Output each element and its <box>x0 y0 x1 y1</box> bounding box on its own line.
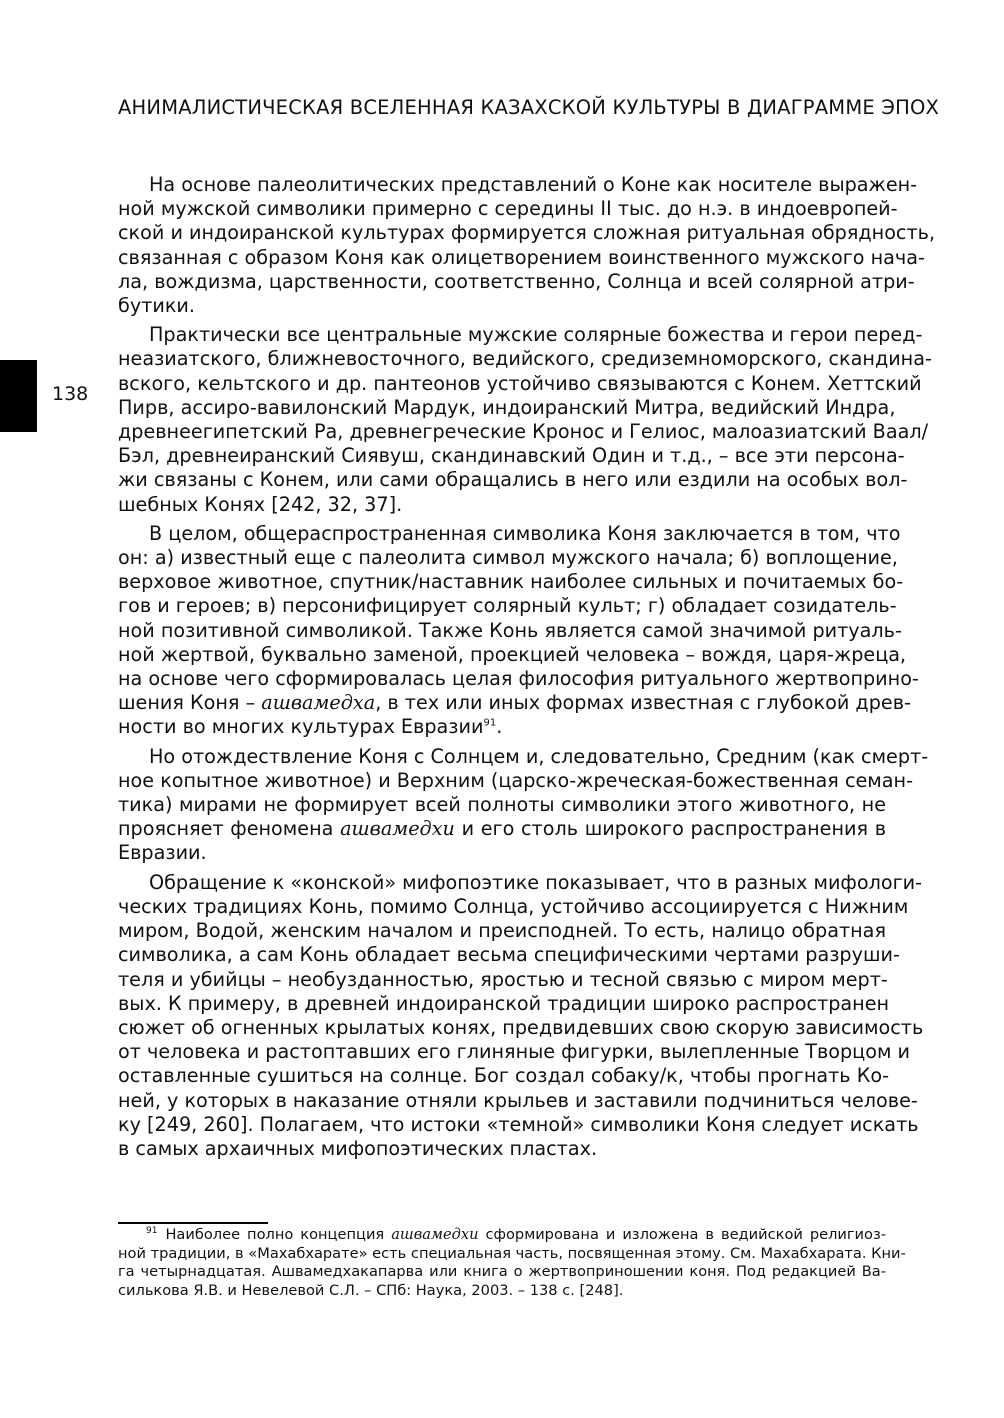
text-line: на основе чего сформировалась целая философия ритуального жертвоприно- <box>118 667 919 691</box>
text-line: жи связаны с Конем, или сами обращались в него или ездили на особых вол- <box>118 468 908 492</box>
text-line: бутики. <box>118 294 195 318</box>
text-run: шения Коня – <box>118 691 262 715</box>
text-line: В целом, общераспространенная символика Коня заключается в том, что <box>149 521 901 545</box>
italic-term: ашвамедха <box>261 691 376 715</box>
text-line: символика, а сам Конь обладает весьма специфическими чертами разруши- <box>118 943 900 967</box>
text-run: , в тех или иных формах известная с глубокой древ- <box>375 691 911 715</box>
text-line: тика) мирами не формирует всей полноты символики этого животного, не <box>118 793 886 817</box>
footnote-separator <box>118 1222 268 1224</box>
text-line: гов и героев; в) персонифицирует солярный культ; г) обладает созидатель- <box>118 594 897 618</box>
footnote-line: га четырнадцатая. Ашвамедхакапарва или книга о жертвоприношении коня. Под редакцией Ва- <box>118 1263 886 1281</box>
footnote <box>118 1226 906 1300</box>
text-line: ческих традициях Конь, помимо Солнца, устойчиво ассоциируется с Нижним <box>118 894 909 918</box>
text-line <box>118 691 911 715</box>
text-line: ное копытное животное) и Верхним (царско-жреческая-божественная семан- <box>118 768 913 792</box>
text-line: Евразии. <box>118 841 207 865</box>
text-line <box>118 817 886 841</box>
paragraph-3 <box>118 521 919 740</box>
text-line: в самых архаичных мифопоэтических пластах. <box>118 1136 598 1160</box>
text-line: от человека и растоптавших его глиняные фигурки, вылепленные Творцом и <box>118 1040 911 1064</box>
body-text <box>118 173 936 1166</box>
text-run: Наиболее полно концепция <box>165 1226 392 1243</box>
paragraph-5 <box>118 870 924 1161</box>
footnote-line: ной традиции, в «Махабхарате» есть специальная часть, посвященная этому. См. Махабхарата. Кни- <box>118 1244 906 1262</box>
text-run: ности во многих культурах Евразии <box>118 715 484 739</box>
italic-term: ашвамедхи <box>391 1226 479 1243</box>
text-line: Бэл, древнеиранский Сиявуш, скандинавский Один и т.д., – все эти персона- <box>118 444 905 468</box>
footnote-line <box>118 1226 886 1245</box>
text-line: ской и индоиранской культурах формируется сложная ритуальная обрядность, <box>118 221 936 245</box>
italic-term: ашвамедхи <box>340 817 455 841</box>
text-line: ла, вождизма, царственности, соответственно, Солнца и всей солярной атри- <box>118 269 915 293</box>
text-run: сформирована и изложена в ведийской религиоз- <box>478 1226 886 1243</box>
text-line: теля и убийцы – необузданностью, яростью и тесной связью с миром мерт- <box>118 967 888 991</box>
text-line: Обращение к «конской» мифопоэтике показывает, что в разных мифологи- <box>149 870 923 894</box>
text-line: шебных Конях [242, 32, 37]. <box>118 492 403 516</box>
running-head: АНИМАЛИСТИЧЕСКАЯ ВСЕЛЕННАЯ КАЗАХСКОЙ КУЛЬТУРЫ В ДИАГРАММЕ ЭПОХ <box>118 96 940 119</box>
text-line: он: а) известный еще с палеолита символ мужского начала; б) воплощение, <box>118 546 898 570</box>
paragraph-1 <box>118 173 936 318</box>
page-edge-tab <box>0 360 37 432</box>
text-line: сюжет об огненных крылатых конях, предвидевших свою скорую зависимость <box>118 1015 924 1039</box>
paragraph-4 <box>118 744 929 866</box>
text-line: неазиатского, ближневосточного, ведийского, средиземноморского, скандина- <box>118 347 932 371</box>
text-line: ней, у которых в наказание отняли крыльев и заставили подчиниться челове- <box>118 1088 918 1112</box>
text-line: ной жертвой, буквально заменой, проекцией человека – вождя, царя-жреца, <box>118 642 907 666</box>
paragraph-2 <box>118 323 932 517</box>
text-line: древнеегипетский Ра, древнегреческие Кронос и Гелиос, малоазиатский Ваал/ <box>118 420 929 444</box>
text-line: миром, Водой, женским началом и преисподней. То есть, налицо обратная <box>118 919 886 943</box>
text-line: вского, кельтского и др. пантеонов устойчиво связываются с Конем. Хеттский <box>118 371 922 395</box>
footnote-number: 91 <box>146 1226 158 1237</box>
footnote-reference[interactable]: 91 <box>483 718 497 730</box>
text-line: ку [249, 260]. Полагаем, что истоки «темной» символики Коня следует искать <box>118 1112 919 1136</box>
text-line: Пирв, ассиро-вавилонский Мардук, индоиранский Митра, ведийский Индра, <box>118 395 896 419</box>
footnote-line: силькова Я.В. и Невелевой С.Л. – СПб: Наука, 2003. – 138 с. [248]. <box>118 1281 624 1299</box>
text-line: ной мужской символики примерно с середины II тыс. до н.э. в индоевропей- <box>118 197 898 221</box>
text-line <box>118 715 886 739</box>
page-number: 138 <box>52 383 89 405</box>
text-line: ной позитивной символикой. Также Конь является самой значимой ритуаль- <box>118 618 902 642</box>
text-line: вых. К примеру, в древней индоиранской традиции широко распространен <box>118 991 890 1015</box>
text-run: и его столь широкого распространения в <box>454 817 887 841</box>
text-line: Практически все центральные мужские солярные божества и герои перед- <box>149 323 923 347</box>
text-line: Но отождествление Коня с Солнцем и, следовательно, Средним (как смерт- <box>149 744 929 768</box>
text-line: верховое животное, спутник/наставник наиболее сильных и почитаемых бо- <box>118 570 904 594</box>
text-line: связанная с образом Коня как олицетворением воинственного мужского нача- <box>118 245 925 269</box>
text-line: оставленные сушиться на солнце. Бог создал собаку/к, чтобы прогнать Ко- <box>118 1064 890 1088</box>
text-run: . <box>496 715 503 739</box>
text-line: На основе палеолитических представлений о Коне как носителе выражен- <box>149 173 918 196</box>
text-run: проясняет феномена <box>118 817 341 841</box>
